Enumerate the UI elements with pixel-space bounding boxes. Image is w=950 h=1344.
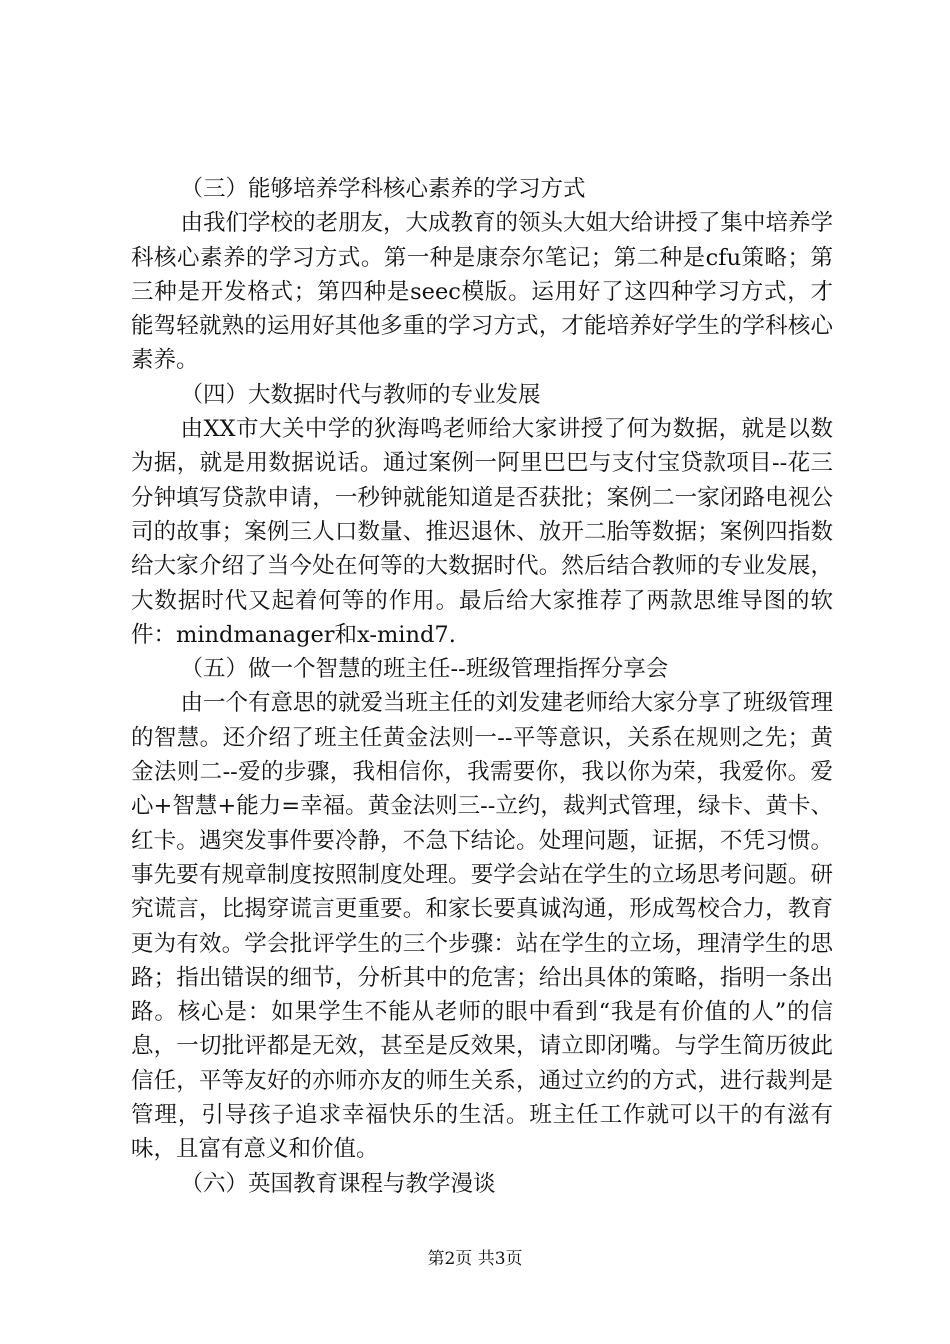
section-heading-4: （四）大数据时代与教师的专业发展: [180, 381, 541, 408]
section-paragraph-4: 由XX市大关中学的狄海鸣老师给大家讲授了何为数据，就是以数为据，就是用数据说话。通过案例一阿里巴巴与支付宝贷款项目--花三分钟填写贷款申请，一秒钟就能知道是否获批；案例二一家闭路电视公司的故事；案例三人口数量、推迟退休、放开二胎等数据；案例四指数给大家介绍了当今处在何等的大数据时代。然后结合教师的专业发展，大数据时代又起着何等的作用。最后给大家推荐了两款思维导图的软件：mindmanager和x-mind7.: [131, 416, 833, 648]
page-footer: 第2页 共3页: [427, 1249, 523, 1269]
section-heading-6: （六）英国教育课程与教学漫谈: [180, 1170, 496, 1197]
section-paragraph-5: 由一个有意思的就爱当班主任的刘发建老师给大家分享了班级管理的智慧。还介绍了班主任黄金法则一--平等意识，关系在规则之先；黄金法则二--爱的步骤，我相信你，我需要你，我以你为荣，我爱你。爱心+智慧+能力=幸福。黄金法则三--立约，裁判式管理，绿卡、黄卡、红卡。遇突发事件要冷静，不急下结论。处理问题，证据，不凭习惯。事先要有规章制度按照制度处理。要学会站在学生的立场思考问题。研究谎言，比揭穿谎言更重要。和家长要真诚沟通，形成驾校合力，教育更为有效。学会批评学生的三个步骤：站在学生的立场，理清学生的思路；指出错误的细节，分析其中的危害；给出具体的策略，指明一条出路。核心是：如果学生不能从老师的眼中看到“我是有价值的人”的信息，一切批评都是无效，甚至是反效果，请立即闭嘴。与学生简历彼此信任，平等友好的亦师亦友的师生关系，通过立约的方式，进行裁判是管理，引导孩子追求幸福快乐的生活。班主任工作就可以干的有滋有味，且富有意义和价值。: [131, 690, 834, 1163]
section-heading-3: （三）能够培养学科核心素养的学习方式: [180, 176, 586, 202]
section-heading-5: （五）做一个智慧的班主任--班级管理指挥分享会: [180, 656, 669, 683]
section-paragraph-3: 由我们学校的老朋友，大成教育的领头大姐大给讲授了集中培养学科核心素养的学习方式。第一种是康奈尔笔记；第二种是cfu策略；第三种是开发格式；第四种是seec模版。运用好了这四种学习方式，才能驾轻就熟的运用好其他多重的学习方式，才能培养好学生的学科核心素养。: [131, 210, 834, 374]
document-body: [131, 172, 833, 1201]
